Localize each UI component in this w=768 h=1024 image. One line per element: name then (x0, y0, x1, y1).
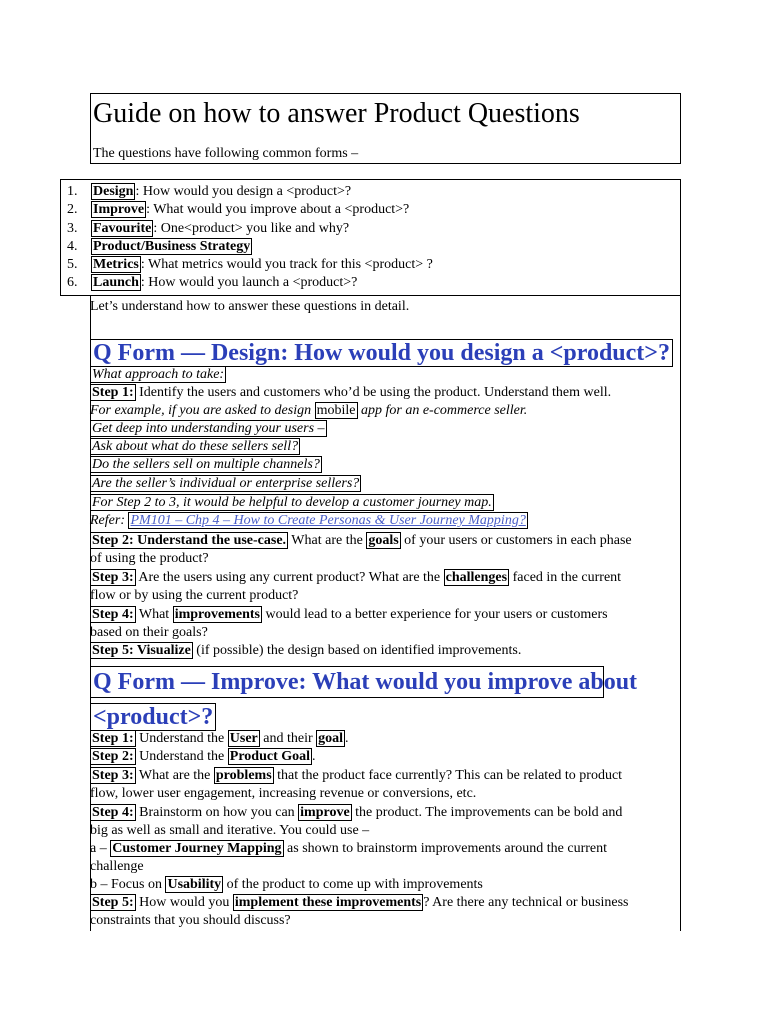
subtitle: The questions have following common forms – (93, 146, 359, 161)
approach-label (90, 366, 226, 384)
improve-step-3 (90, 767, 622, 785)
design-note (90, 475, 361, 493)
step-keyword: improve (300, 805, 350, 820)
design-note (90, 420, 327, 438)
improve-step-1 (90, 730, 349, 748)
note-text: Do the sellers sell on multiple channels? (92, 457, 320, 472)
step-text: of your users or customers in each phase (400, 533, 632, 548)
option-prefix: b – Focus on (90, 877, 166, 892)
improve-option-a-cont: challenge (90, 859, 144, 874)
design-note (90, 438, 300, 456)
step-text: Are the users using any current product? What are the (135, 570, 444, 585)
design-heading (90, 338, 673, 368)
step-text: Understand the (135, 731, 228, 746)
list-item (61, 201, 433, 219)
improve-step-4-cont: big as well as small and iterative. You could use – (90, 823, 370, 838)
improve-step-4 (90, 804, 622, 822)
step-text: Understand the (135, 749, 228, 764)
option-text: of the product to come up with improvements (223, 877, 483, 892)
list-item (61, 220, 433, 238)
step-text: the product. The improvements can be bold and (351, 805, 623, 820)
step-keyword: goal (318, 731, 344, 746)
design-step-2 (90, 532, 632, 550)
list-number: 3. (67, 220, 78, 236)
example-keyword: mobile (316, 403, 356, 418)
step-text: Brainstorm on how you can (135, 805, 299, 820)
design-heading-text: Q Form — Design: How would you design a <product>? (90, 339, 673, 367)
form-text: : What would you improve about a <product>? (146, 202, 410, 218)
improve-heading (90, 666, 638, 698)
example-text-end: app for an e-commerce seller. (357, 403, 528, 418)
form-key: Improve (93, 202, 145, 218)
step-text: and their (259, 731, 317, 746)
step-text: What (135, 607, 173, 622)
step-label: Step 5: Visualize (92, 643, 191, 658)
design-example (90, 402, 527, 420)
title-box (90, 93, 681, 164)
step-keyword: Product Goal (229, 749, 311, 764)
step-label: Step 5: (92, 895, 134, 910)
form-key: Design (93, 184, 134, 199)
option-text: as shown to brainstorm improvements around the current (283, 841, 608, 856)
step-label: Step 2: (92, 749, 134, 764)
design-step-4-cont: based on their goals? (90, 625, 208, 640)
improve-heading-2 (90, 702, 216, 732)
form-key: Favourite (93, 220, 152, 236)
page-title: Guide on how to answer Product Questions (93, 98, 580, 129)
step-text: ? Are there any technical or business (423, 895, 629, 910)
improve-option-a (90, 840, 607, 858)
refer-label: Refer: (90, 513, 129, 528)
step-text: How would you (135, 895, 233, 910)
design-step-4 (90, 606, 608, 624)
option-keyword: Usability (167, 877, 222, 892)
form-text: : One<product> you like and why? (153, 220, 350, 236)
step-label: Step 4: (92, 805, 134, 820)
list-number: 5. (67, 257, 78, 273)
form-text: : What metrics would you track for this <product> ? (140, 257, 433, 273)
list-number: 4. (67, 238, 78, 254)
question-forms-box (60, 179, 681, 296)
step-text: What are the (135, 768, 214, 783)
step-label: Step 4: (92, 607, 134, 622)
example-text: For example, if you are asked to design (90, 403, 315, 418)
note-text: For Step 2 to 3, it would be helpful to develop a customer journey map. (92, 495, 492, 510)
list-item (61, 238, 433, 256)
step-label: Step 3: (92, 570, 134, 585)
improve-step-5-cont: constraints that you should discuss? (90, 913, 291, 928)
list-number: 6. (67, 275, 78, 291)
design-note (90, 456, 322, 474)
form-key: Product/Business Strategy (93, 238, 251, 254)
step-keyword: goals (368, 533, 399, 548)
note-text: Are the seller’s individual or enterprise sellers? (92, 476, 360, 491)
refer-line (90, 512, 528, 530)
step-keyword: problems (215, 768, 272, 783)
step-text: that the product face currently? This can be related to product (273, 768, 623, 783)
step-label: Step 2: Understand the use-case. (92, 533, 287, 548)
design-step-3 (90, 569, 621, 587)
step-text: would lead to a better experience for your users or customers (262, 607, 608, 622)
list-item (61, 274, 433, 292)
form-key: Metrics (93, 257, 139, 273)
body-outline-right (680, 295, 681, 931)
step-keyword: User (229, 731, 258, 746)
design-step-1 (90, 384, 611, 402)
step-label: Step 1: (92, 385, 134, 400)
step-keyword: implement these improvements (234, 895, 422, 910)
step-text: (if possible) the design based on identified improvements. (192, 643, 522, 658)
approach-text: What approach to take: (92, 367, 225, 382)
improve-step-3-cont: flow, lower user engagement, increasing revenue or conversions, etc. (90, 786, 477, 801)
step-keyword: improvements (174, 607, 260, 622)
note-text: Ask about what do these sellers sell? (92, 439, 299, 454)
step-text: What are the (288, 533, 367, 548)
improve-step-2 (90, 748, 316, 766)
step-text: . (345, 731, 349, 746)
improve-option-b (90, 876, 483, 894)
list-item (61, 256, 433, 274)
note-text: Get deep into understanding your users – (92, 421, 325, 436)
refer-link[interactable]: PM101 – Chp 4 – How to Create Personas & User Journey Mapping? (130, 513, 526, 528)
step-text: Identify the users and customers who’d be using the product. Understand them well. (135, 385, 612, 400)
design-note (90, 494, 494, 512)
improve-heading-line1: Q Form — Improve: What would you improve about (90, 666, 604, 698)
step-keyword: challenges (445, 570, 508, 585)
step-label: Step 3: (92, 768, 134, 783)
option-keyword: Customer Journey Mapping (112, 841, 282, 856)
step-text: faced in the current (509, 570, 622, 585)
list-number: 2. (67, 202, 78, 218)
option-prefix: a – (90, 841, 111, 856)
design-step-3-cont: flow or by using the current product? (90, 588, 299, 603)
list-number: 1. (67, 184, 78, 199)
improve-heading-line2: <product>? (90, 703, 216, 731)
list-item (61, 183, 433, 201)
intro-text: Let’s understand how to answer these questions in detail. (90, 299, 410, 314)
form-key: Launch (93, 275, 139, 291)
improve-step-5 (90, 894, 629, 912)
form-text: : How would you design a <product>? (135, 184, 352, 199)
form-text: : How would you launch a <product>? (140, 275, 358, 291)
question-forms-list (61, 183, 433, 293)
step-label: Step 1: (92, 731, 134, 746)
design-step-2-cont: of using the product? (90, 551, 209, 566)
design-step-5 (90, 642, 521, 660)
step-text: . (312, 749, 316, 764)
